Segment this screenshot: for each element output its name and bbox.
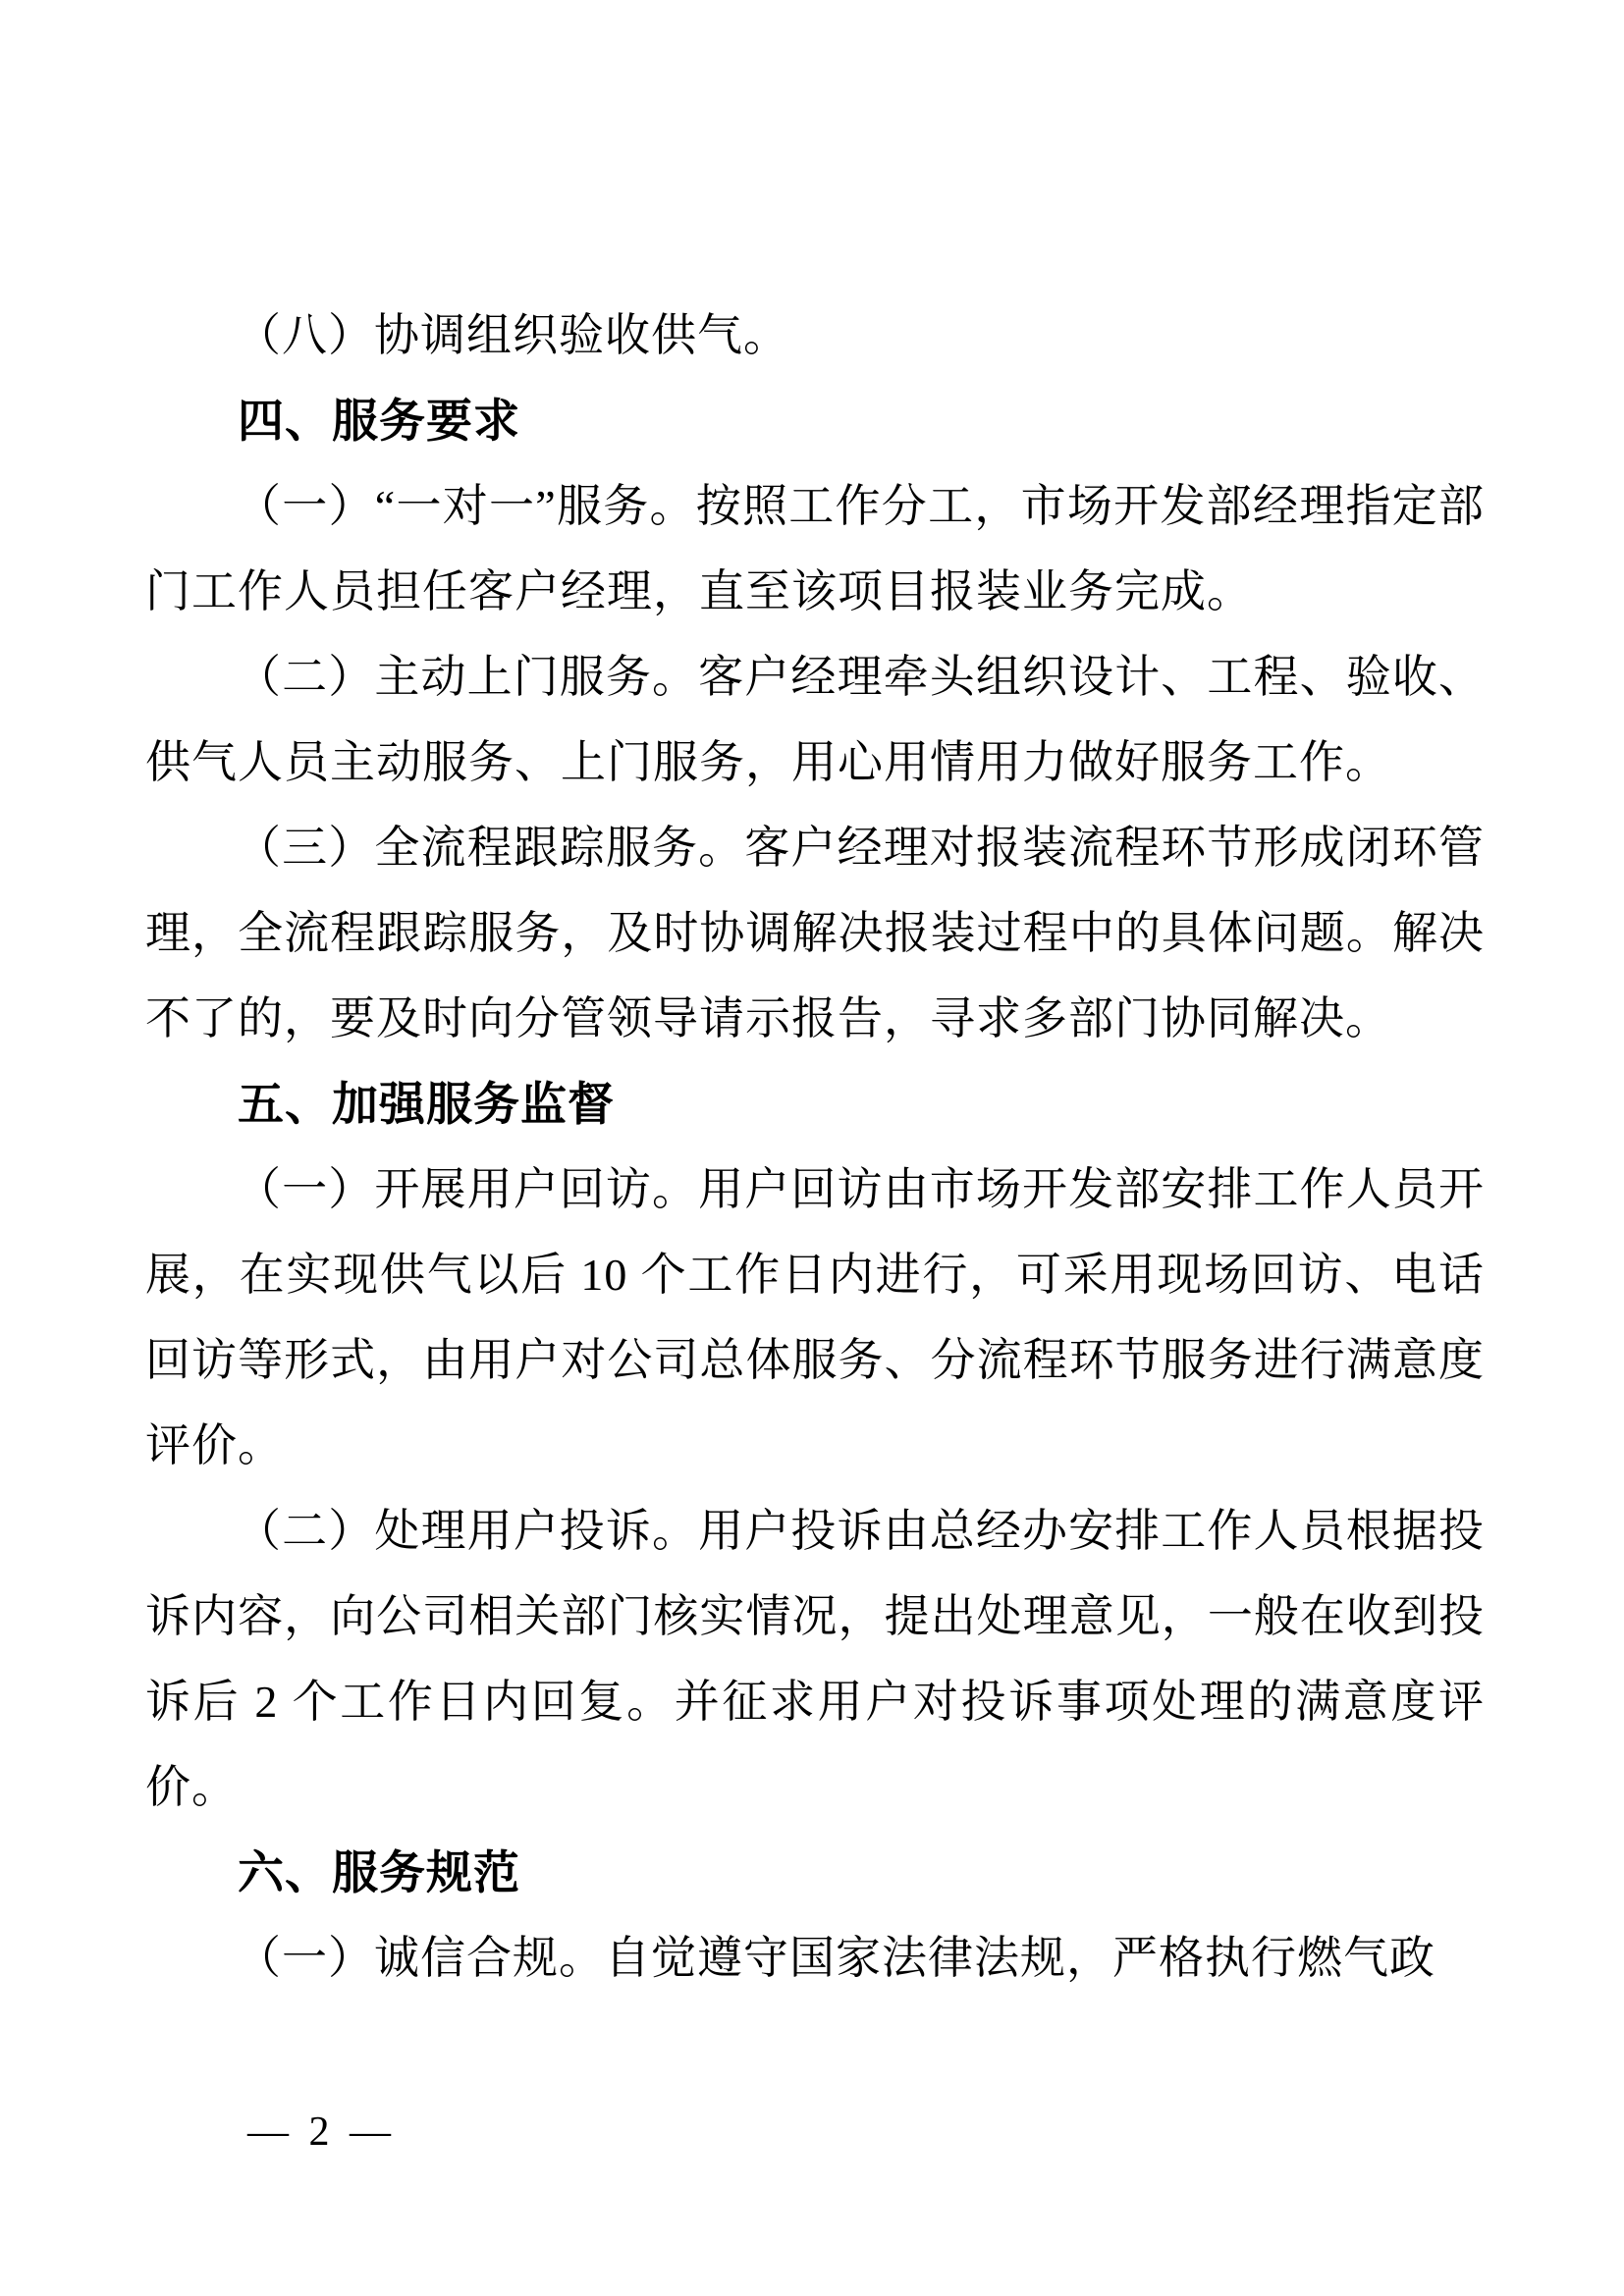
paragraph-integrity: （一）诚信合规。自觉遵守国家法律法规，严格执行燃气政 <box>236 1933 1435 1983</box>
section-heading-6: 六、服务规范 <box>238 1846 520 1898</box>
paragraph-item-8: （八）协调组织验收供气。 <box>236 310 789 360</box>
section-heading-5: 五、加强服务监督 <box>238 1078 615 1130</box>
document-body <box>145 293 1485 2001</box>
section-heading-4: 四、服务要求 <box>238 395 520 447</box>
paragraph-service-1to1: （一）“一对一”服务。按照工作分工，市场开发部经理指定部门工作人员担任客户经理，直至该项目报装业务完成。 <box>145 481 1485 616</box>
paragraph-door-service: （二）主动上门服务。客户经理牵头组织设计、工程、验收、供气人员主动服务、上门服务，用心用情用力做好服务工作。 <box>145 652 1485 787</box>
paragraph-full-tracking: （三）全流程跟踪服务。客户经理对报装流程环节形成闭环管理，全流程跟踪服务，及时协调解决报装过程中的具体问题。解决不了的，要及时向分管领导请示报告，寻求多部门协同解决。 <box>145 823 1485 1043</box>
page-number: — 2 — <box>247 2109 396 2155</box>
paragraph-user-complaint: （二）处理用户投诉。用户投诉由总经办安排工作人员根据投诉内容，向公司相关部门核实情况，提出处理意见，一般在收到投诉后 2 个工作日内回复。并征求用户对投诉事项处理的满意度评价。 <box>145 1506 1485 1812</box>
paragraph-user-callback: （一）开展用户回访。用户回访由市场开发部安排工作人员开展，在实现供气以后 10 个工作日内进行，可采用现场回访、电话回访等形式，由用户对公司总体服务、分流程环节服务进行满意度评价。 <box>145 1164 1485 1470</box>
